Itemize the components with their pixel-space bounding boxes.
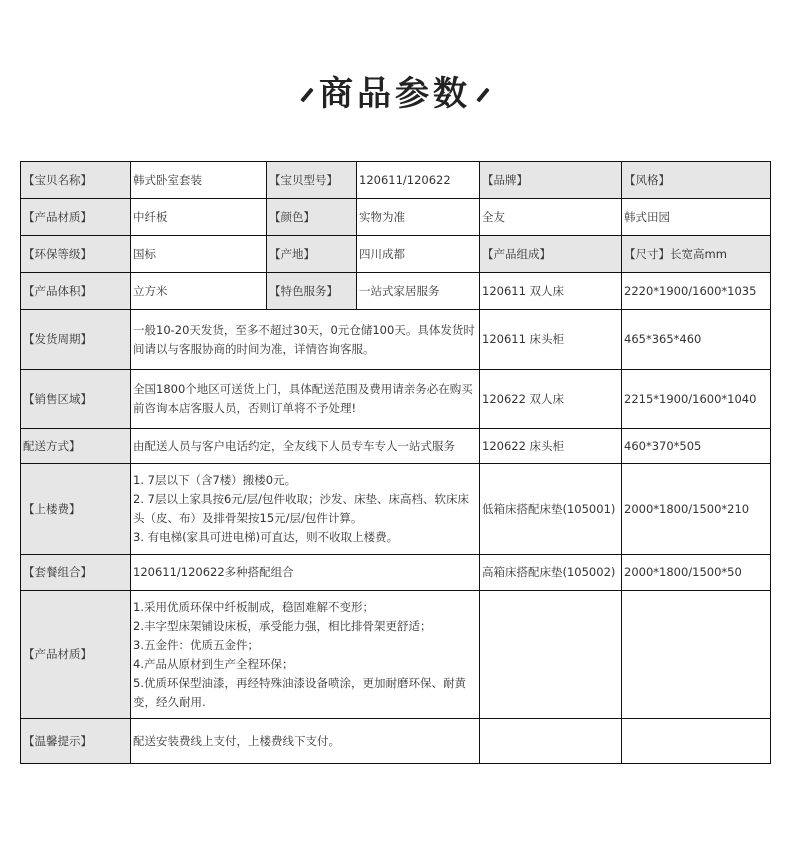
param-value: 2220*1900/1600*1035 bbox=[622, 273, 771, 310]
empty-cell bbox=[480, 719, 622, 764]
table-row bbox=[21, 429, 771, 464]
param-label: 配送方式】 bbox=[21, 429, 131, 464]
param-label: 【产品材质】 bbox=[21, 591, 131, 719]
page-title: 商品参数 bbox=[319, 73, 471, 114]
table-row bbox=[21, 310, 771, 370]
param-label: 【套餐组合】 bbox=[21, 555, 131, 591]
param-label: 【颜色】 bbox=[267, 199, 357, 236]
title-deco-right bbox=[476, 88, 489, 103]
table-row bbox=[21, 464, 771, 555]
param-value: 全国1800个地区可送货上门，具体配送范围及费用请亲务必在购买前咨询本店客服人员，否则订单将不予处理! bbox=[131, 370, 480, 429]
param-value: 2000*1800/1500*210 bbox=[622, 464, 771, 555]
param-label: 【宝贝型号】 bbox=[267, 162, 357, 199]
param-value: 2000*1800/1500*50 bbox=[622, 555, 771, 591]
param-value: 配送安装费线上支付，上楼费线下支付。 bbox=[131, 719, 480, 764]
param-value: 一站式家居服务 bbox=[357, 273, 480, 310]
param-label: 【特色服务】 bbox=[267, 273, 357, 310]
table-row bbox=[21, 370, 771, 429]
param-value: 实物为准 bbox=[357, 199, 480, 236]
title-deco-left bbox=[300, 88, 313, 103]
table-row bbox=[21, 236, 771, 273]
list-item: 5.优质环保型油漆，再经特殊油漆设备喷涂，更加耐磨环保、耐黄变，经久耐用. bbox=[133, 675, 466, 709]
param-value: 高箱床搭配床垫(105002) bbox=[480, 555, 622, 591]
list-item: 1.采用优质环保中纤板制成，稳固难解不变形； bbox=[133, 599, 374, 614]
param-value: 中纤板 bbox=[131, 199, 267, 236]
param-label: 【尺寸】长宽高mm bbox=[622, 236, 771, 273]
param-value: 120611/120622 bbox=[357, 162, 480, 199]
list-item: 1. 7层以下（含7楼）搬楼0元。 bbox=[133, 473, 297, 487]
empty-cell bbox=[622, 591, 771, 719]
list-item: 3. 有电梯(家具可进电梯)可直达，则不收取上楼费。 bbox=[133, 530, 399, 544]
table-row bbox=[21, 162, 771, 199]
param-value: 韩式卧室套装 bbox=[131, 162, 267, 199]
list-item: 3.五金件：优质五金件； bbox=[133, 637, 259, 652]
param-value bbox=[131, 591, 480, 719]
param-value: 韩式田园 bbox=[622, 199, 771, 236]
param-value: 由配送人员与客户电话约定，全友线下人员专车专人一站式服务 bbox=[131, 429, 480, 464]
param-value bbox=[131, 464, 480, 555]
table-row bbox=[21, 273, 771, 310]
list-item: 2. 7层以上家具按6元/层/包件收取；沙发、床垫、床高档、软床床头（皮、布）及排骨架按15元/层/包件计算。 bbox=[133, 492, 470, 525]
param-value: 国标 bbox=[131, 236, 267, 273]
param-value: 全友 bbox=[480, 199, 622, 236]
param-value: 120611 床头柜 bbox=[480, 310, 622, 370]
param-label: 【产品组成】 bbox=[480, 236, 622, 273]
param-value: 2215*1900/1600*1040 bbox=[622, 370, 771, 429]
param-value: 立方米 bbox=[131, 273, 267, 310]
param-value: 120622 床头柜 bbox=[480, 429, 622, 464]
param-label: 【产品材质】 bbox=[21, 199, 131, 236]
empty-cell bbox=[622, 719, 771, 764]
title-block bbox=[0, 62, 790, 118]
param-value: 低箱床搭配床垫(105001) bbox=[480, 464, 622, 555]
param-value: 120611 双人床 bbox=[480, 273, 622, 310]
param-value: 120611/120622多种搭配组合 bbox=[131, 555, 480, 591]
param-label: 【宝贝名称】 bbox=[21, 162, 131, 199]
param-value: 120622 双人床 bbox=[480, 370, 622, 429]
param-label: 【环保等级】 bbox=[21, 236, 131, 273]
list-item: 2.丰字型床架铺设床板，承受能力强，相比排骨架更舒适； bbox=[133, 618, 432, 633]
param-label: 【产地】 bbox=[267, 236, 357, 273]
param-label: 【产品体积】 bbox=[21, 273, 131, 310]
params-table bbox=[20, 161, 771, 764]
param-value: 一般10-20天发货，至多不超过30天，0元仓储100天。具体发货时间请以与客服协商的时间为准，详情咨询客服。 bbox=[131, 310, 480, 370]
param-label: 【品牌】 bbox=[480, 162, 622, 199]
param-value: 四川成都 bbox=[357, 236, 480, 273]
param-label: 【温馨提示】 bbox=[21, 719, 131, 764]
list-item: 4.产品从原材到生产全程环保； bbox=[133, 656, 294, 671]
table-row bbox=[21, 555, 771, 591]
table-row bbox=[21, 719, 771, 764]
table-row bbox=[21, 199, 771, 236]
empty-cell bbox=[480, 591, 622, 719]
table-row bbox=[21, 591, 771, 719]
param-label: 【销售区域】 bbox=[21, 370, 131, 429]
param-label: 【上楼费】 bbox=[21, 464, 131, 555]
param-value: 460*370*505 bbox=[622, 429, 771, 464]
param-value: 465*365*460 bbox=[622, 310, 771, 370]
param-label: 【发货周期】 bbox=[21, 310, 131, 370]
param-label: 【风格】 bbox=[622, 162, 771, 199]
